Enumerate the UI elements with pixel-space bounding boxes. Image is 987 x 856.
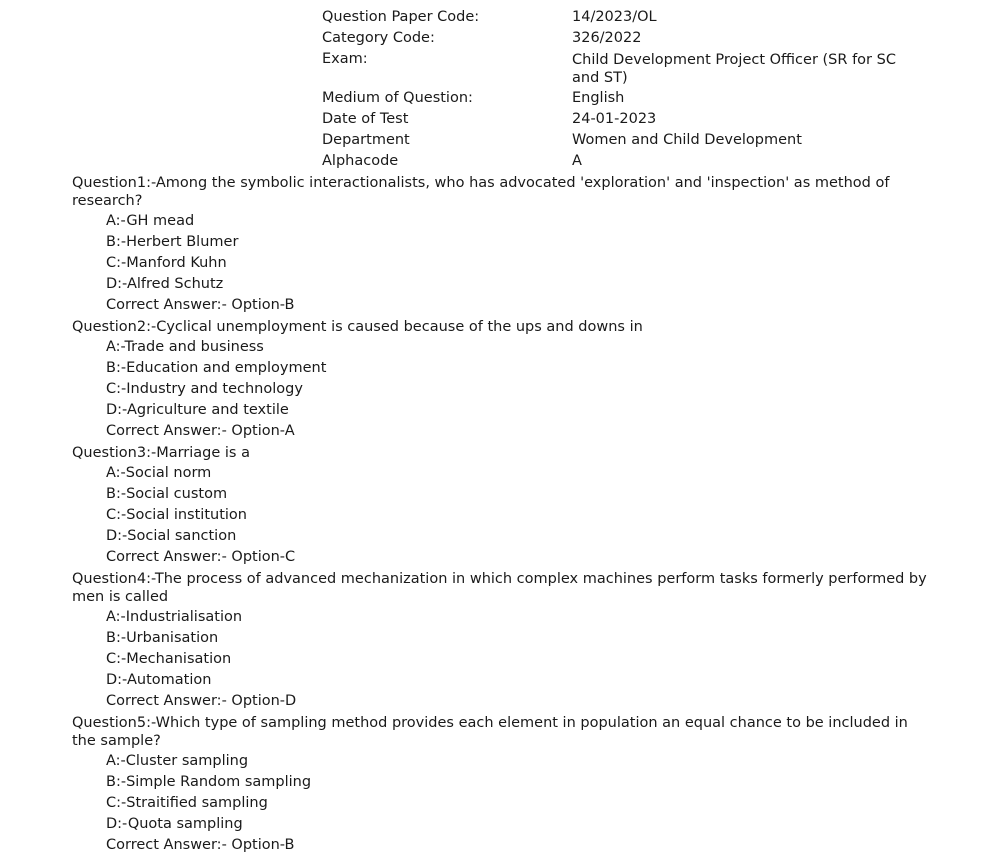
detail-label: Question Paper Code: <box>322 9 480 25</box>
option-b: B:-Education and employment <box>106 360 327 376</box>
question-5 <box>72 712 932 856</box>
detail-label: Medium of Question: <box>322 90 473 106</box>
detail-label: Category Code: <box>322 30 435 46</box>
detail-value: 24-01-2023 <box>572 111 657 127</box>
question-3 <box>72 442 932 568</box>
detail-value: 326/2022 <box>572 30 642 46</box>
question-list <box>72 172 932 856</box>
option-c: C:-Manford Kuhn <box>106 255 227 271</box>
detail-value: A <box>572 153 582 169</box>
detail-label: Alphacode <box>322 153 399 169</box>
question-2 <box>72 316 932 442</box>
option-b: B:-Social custom <box>106 486 228 502</box>
detail-row-date <box>322 109 922 130</box>
detail-row-alphacode <box>322 151 922 172</box>
detail-row-paper-code <box>322 7 922 28</box>
option-b: B:-Simple Random sampling <box>106 774 312 790</box>
detail-value: Women and Child Development <box>572 132 802 148</box>
question-text: Question3:-Marriage is a <box>72 444 250 461</box>
detail-value: English <box>572 90 625 106</box>
option-d: D:-Quota sampling <box>106 816 243 832</box>
option-c: C:-Social institution <box>106 507 247 523</box>
option-d: D:-Social sanction <box>106 528 237 544</box>
detail-row-exam <box>322 49 922 88</box>
question-text: Question2:-Cyclical unemployment is caused because of the ups and downs in <box>72 318 643 335</box>
correct-answer: Correct Answer:- Option-A <box>106 423 295 439</box>
option-a: A:-Cluster sampling <box>106 753 249 769</box>
option-a: A:-GH mead <box>106 213 195 229</box>
option-c: C:-Straitified sampling <box>106 795 268 811</box>
detail-label: Exam: <box>322 51 368 67</box>
detail-row-medium <box>322 88 922 109</box>
option-b: B:-Herbert Blumer <box>106 234 239 250</box>
option-b: B:-Urbanisation <box>106 630 219 646</box>
correct-answer: Correct Answer:- Option-B <box>106 837 295 853</box>
option-c: C:-Industry and technology <box>106 381 303 397</box>
option-d: D:-Automation <box>106 672 212 688</box>
option-a: A:-Social norm <box>106 465 212 481</box>
question-text: Question1:-Among the symbolic interactionalists, who has advocated 'exploration' and 'inspection' as method of research? <box>72 174 890 209</box>
detail-label: Department <box>322 132 410 148</box>
detail-label: Date of Test <box>322 111 409 127</box>
option-c: C:-Mechanisation <box>106 651 232 667</box>
question-1 <box>72 172 932 316</box>
option-d: D:-Alfred Schutz <box>106 276 224 292</box>
question-text: Question5:-Which type of sampling method provides each element in population an equal chance to be included in the sample? <box>72 714 908 749</box>
detail-value: 14/2023/OL <box>572 9 657 25</box>
correct-answer: Correct Answer:- Option-B <box>106 297 295 313</box>
question-4 <box>72 568 932 712</box>
detail-row-category-code <box>322 28 922 49</box>
detail-value: Child Development Project Officer (SR for SC and ST) <box>572 51 896 86</box>
option-d: D:-Agriculture and textile <box>106 402 289 418</box>
correct-answer: Correct Answer:- Option-C <box>106 549 296 565</box>
detail-row-department <box>322 130 922 151</box>
paper-details <box>322 7 922 172</box>
correct-answer: Correct Answer:- Option-D <box>106 693 297 709</box>
question-text: Question4:-The process of advanced mechanization in which complex machines perform tasks formerly performed by men is called <box>72 570 927 605</box>
option-a: A:-Trade and business <box>106 339 264 355</box>
option-a: A:-Industrialisation <box>106 609 243 625</box>
